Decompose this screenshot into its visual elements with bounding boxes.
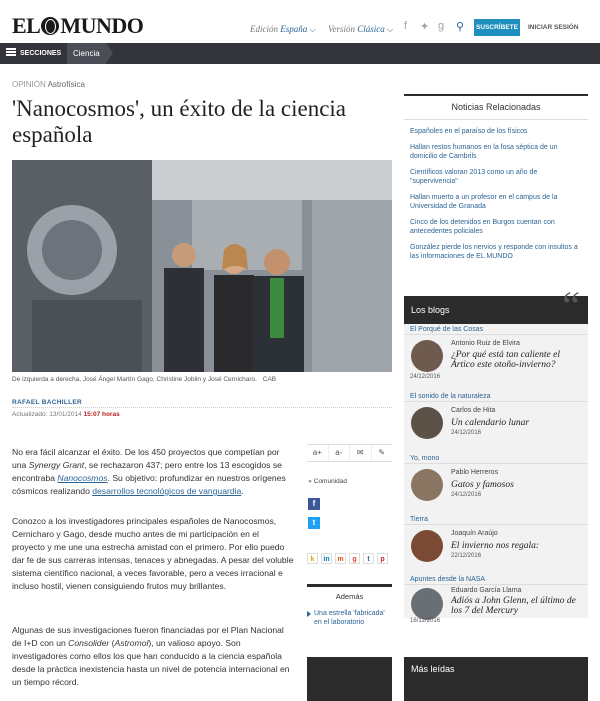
facebook-share-icon[interactable]: f (308, 498, 320, 510)
blog-date: 22/12/2016 (451, 553, 482, 559)
nav-tab-ciencia[interactable]: Ciencia (67, 43, 106, 64)
p1-text-c: . Su objetivo: profundizar en nuestros orígenes cósmicos realizando (12, 473, 286, 496)
p1-text-a: No era fácil alcanzar el éxito. De los 450 proyectos que competían por una (12, 447, 280, 470)
nanocosmos-link[interactable]: Nanocosmos (57, 473, 108, 483)
blog-post-title[interactable]: El invierno nos regala: (451, 541, 540, 551)
blog-name[interactable]: Tierra (404, 516, 588, 525)
envelope-icon[interactable]: ✉ (350, 445, 372, 461)
google-icon[interactable]: g (349, 553, 360, 564)
ademas-title: Además (335, 592, 364, 601)
kudos-icon[interactable]: k (307, 553, 318, 564)
blog-date: 24/12/2016 (451, 430, 482, 436)
search-icon[interactable]: ⚲ (456, 21, 465, 33)
ademas-box (307, 584, 392, 627)
related-item[interactable]: Científicos valoran 2013 como un año de "supervivencia" (410, 169, 538, 185)
section-label[interactable]: OPINIÓN (12, 80, 46, 89)
logo-text-left: EL (12, 13, 41, 38)
logo-text-right: MUNDO (60, 13, 144, 38)
twitter-icon[interactable]: ✦ (420, 21, 430, 33)
p3-astromol: Astromol (114, 638, 149, 648)
p3-text-c: ), un valioso apoyo. Son investigadores como ellos los que han conducido a la ciencia española desde la práctica inexistencia hasta un nivel de potencia internacional en un tiempo récord. (12, 638, 290, 687)
top-header (0, 0, 600, 42)
avatar (411, 469, 443, 501)
related-item[interactable]: Cinco de los detenidos en Burgos cuentan con antecedentes policiales (410, 219, 555, 235)
p3-text-b: ( (109, 638, 115, 648)
community-text: Comunidad (313, 478, 347, 485)
blog-post-title[interactable]: Un calendario lunar (451, 418, 530, 428)
edition-selector[interactable] (250, 24, 316, 35)
menéame-icon[interactable]: m (335, 553, 346, 564)
related-item[interactable]: Españoles en el paraíso de los físicos (410, 128, 528, 135)
lab-photo-illustration (12, 160, 392, 372)
p3-text-a: Algunas de sus investigaciones fueron financiadas por el Plan Nacional de I+D con un (12, 625, 284, 648)
blog-author: Eduardo García Llama (451, 587, 522, 594)
sections-menu-button[interactable] (6, 43, 61, 64)
hamburger-icon (6, 48, 16, 56)
updated-time: 15:07 horas (83, 411, 120, 418)
version-selector[interactable] (328, 24, 393, 35)
related-title: Noticias Relacionadas (404, 96, 588, 120)
related-item[interactable]: Hallan restos humanos en la fosa séptica de un domicilio de Cambrils (410, 144, 558, 160)
blog-entry[interactable] (404, 393, 588, 453)
blog-date: 24/12/2016 (410, 374, 441, 380)
blog-author: Pablo Herreros (451, 469, 499, 476)
twitter-share-icon[interactable]: t (308, 517, 320, 529)
linkedin-icon[interactable]: in (321, 553, 332, 564)
update-date (12, 411, 120, 418)
author-name[interactable]: RAFAEL BACHILLER (12, 399, 83, 406)
mas-leidas-box (404, 657, 588, 701)
avatar (411, 340, 443, 372)
pencil-icon[interactable]: ✎ (378, 448, 386, 457)
p3-consolider: Consolider (68, 638, 110, 648)
edition-label: Edición (250, 24, 278, 34)
paragraph-1 (12, 446, 294, 498)
quote-icon: “ (562, 283, 580, 328)
blog-name[interactable]: Yo, mono (404, 455, 588, 464)
blog-author: Joaquín Araújo (451, 530, 498, 537)
blog-date: 16/12/2016 (410, 618, 441, 624)
community-icon: ● (308, 478, 312, 485)
p1-text-d: . (241, 486, 244, 496)
article-title: 'Nanocosmos', un éxito de la ciencia española (12, 96, 347, 147)
paragraph-3 (12, 624, 294, 689)
avatar (411, 588, 443, 620)
font-increase-button[interactable]: a+ (307, 445, 329, 461)
blog-entry[interactable] (404, 326, 588, 386)
font-decrease-button[interactable]: a- (329, 445, 351, 461)
author-divider (12, 407, 392, 408)
article-kicker (12, 80, 85, 89)
blog-post-title[interactable]: ¿Por qué está tan caliente el Ártico este otoño-invierno? (451, 350, 560, 370)
pinterest-icon[interactable]: p (377, 553, 388, 564)
community-label[interactable] (308, 478, 347, 485)
version-label: Versión (328, 24, 355, 34)
blog-author: Antonio Ruiz de Elvira (451, 340, 520, 347)
subscribe-button[interactable]: SUSCRÍBETE (474, 19, 520, 36)
blog-date: 24/12/2016 (451, 492, 482, 498)
blog-name[interactable]: Apuntes desde la NASA (404, 576, 588, 585)
version-value: Clásica (357, 24, 385, 34)
blogs-title: Los blogs (411, 305, 450, 315)
desarrollos-link[interactable]: desarrollos tecnológicos de vanguardia (92, 486, 242, 496)
avatar (411, 407, 443, 439)
blog-entry[interactable] (404, 455, 588, 515)
blog-name[interactable]: El Porqué de las Cosas (404, 326, 588, 335)
caption-text: De izquierda a derecha, José Ángel Martín Gago, Christine Joblin y José Cernicharo. (12, 376, 257, 383)
p1-text-b: , se rechazaron 437; pero entre los 13 escogidos se encontraba (12, 460, 282, 483)
chevron-down-icon: ⌵ (309, 25, 316, 34)
ademas-item[interactable]: Una estrella 'fabricada' en el laboratorio (307, 609, 392, 627)
updated-label: Actualizado: 13/01/2014 (12, 411, 82, 418)
mas-leidas-title: Más leídas (411, 664, 455, 674)
sections-label: SECCIONES (20, 50, 62, 57)
blog-entry[interactable] (404, 516, 588, 576)
blog-post-title[interactable]: Adiós a John Glenn, el último de los 7 del Mercury (451, 596, 576, 616)
main-navbar (0, 43, 600, 64)
p1-grant: Synergy Grant (28, 460, 85, 470)
chevron-down-icon: ⌵ (387, 25, 394, 34)
blog-entry[interactable] (404, 576, 588, 624)
photo-caption (12, 376, 392, 383)
dark-promo-box (307, 657, 392, 701)
blog-post-title[interactable]: Gatos y famosos (451, 480, 514, 490)
blog-name[interactable]: El sonido de la naturaleza (404, 393, 588, 402)
login-link[interactable]: INICIAR SESIÓN (528, 24, 579, 31)
related-news-box (404, 94, 588, 261)
edition-value: España (280, 24, 308, 34)
subsection-label[interactable]: Astrofísica (47, 80, 85, 89)
blog-author: Carlos de Hita (451, 407, 496, 414)
share-icons (307, 553, 388, 564)
tool-row (307, 444, 392, 462)
related-item[interactable]: Hallan muerto a un profesor en el campus de la Universidad de Granada (410, 194, 558, 210)
google-plus-icon[interactable]: g (438, 20, 445, 32)
blogs-box (404, 283, 588, 624)
article-photo (12, 160, 392, 372)
article-tools (307, 444, 392, 462)
caption-credit: CAB (262, 376, 277, 383)
related-item[interactable]: González pierde los nervios y responde con insultos a las informaciones de EL MUNDO (410, 244, 578, 260)
blogs-header (404, 283, 588, 328)
tuenti-icon[interactable]: t (363, 553, 374, 564)
el-mundo-logo[interactable] (12, 13, 143, 39)
paragraph-2: Conozco a los investigadores principales españoles de Nanocosmos, Cernicharo y Gago, desde mucho antes de mi participación en el proyecto y me une una estrecha amistad con el primero. Por ello puedo dar fe de sus carreras intensas, tenaces y abnegadas. A pesar del voluble sistema científico nacional, a veces favorable, pero a veces irracional e incluso hostil, vienen consiguiendo frutos muy brillantes. (12, 516, 294, 591)
avatar (411, 530, 443, 562)
facebook-icon[interactable]: f (404, 20, 408, 32)
globe-icon (41, 17, 59, 35)
